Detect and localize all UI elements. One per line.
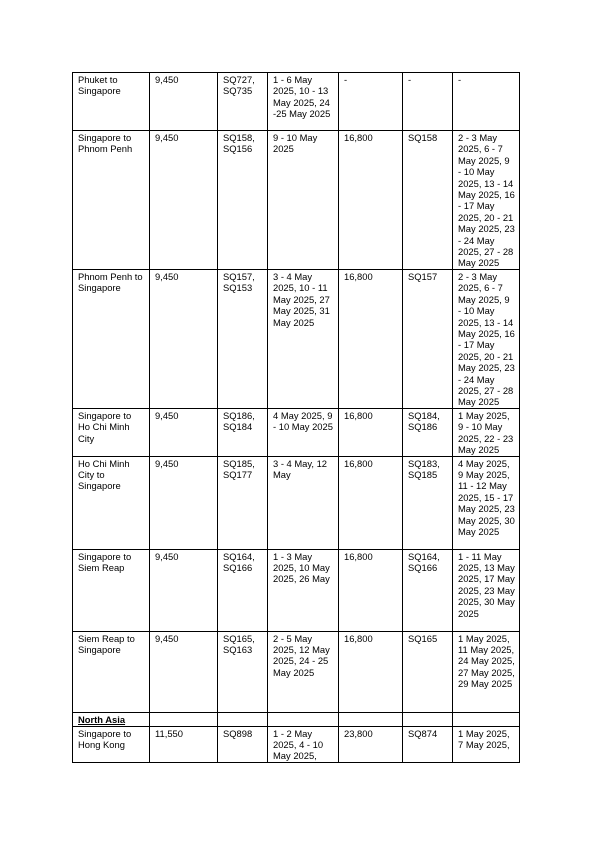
saver-dates-cell: 4 May 2025, 9 - 10 May 2025 (268, 409, 339, 457)
advantage-miles-cell: - (339, 73, 403, 131)
saver-miles-cell: 9,450 (150, 549, 218, 631)
advantage-miles-cell: 16,800 (339, 631, 403, 712)
advantage-dates-cell: 2 - 3 May 2025, 6 - 7 May 2025, 9 - 10 May 2025, 13 - 14 May 2025, 16 - 17 May 2025, 20 - 21 May 2025, 23 - 24 May 2025, 27 - 28 May 2025 (453, 131, 520, 270)
route-cell: Ho Chi Minh City to Singapore (73, 456, 150, 549)
advantage-flights-cell: SQ158 (403, 131, 453, 270)
advantage-miles-cell: 16,800 (339, 456, 403, 549)
empty-cell (339, 712, 403, 726)
saver-flights-cell: SQ165, SQ163 (218, 631, 268, 712)
saver-dates-cell: 1 - 6 May 2025, 10 - 13 May 2025, 24 -25 May 2025 (268, 73, 339, 131)
saver-flights-cell: SQ898 (218, 726, 268, 762)
advantage-flights-cell: SQ874 (403, 726, 453, 762)
advantage-miles-cell: 16,800 (339, 270, 403, 409)
empty-cell (150, 712, 218, 726)
saver-flights-cell: SQ186, SQ184 (218, 409, 268, 457)
saver-flights-cell: SQ164, SQ166 (218, 549, 268, 631)
advantage-dates-cell: 1 May 2025, 9 - 10 May 2025, 22 - 23 May 2025 (453, 409, 520, 457)
route-cell: Singapore to Siem Reap (73, 549, 150, 631)
advantage-dates-cell: - (453, 73, 520, 131)
saver-miles-cell: 9,450 (150, 270, 218, 409)
advantage-flights-cell: SQ157 (403, 270, 453, 409)
route-cell: Siem Reap to Singapore (73, 631, 150, 712)
route-cell: Singapore to Hong Kong (73, 726, 150, 762)
saver-dates-cell: 9 - 10 May 2025 (268, 131, 339, 270)
empty-cell (268, 712, 339, 726)
empty-cell (218, 712, 268, 726)
saver-dates-cell: 1 - 2 May 2025, 4 - 10 May 2025, (268, 726, 339, 762)
advantage-miles-cell: 16,800 (339, 131, 403, 270)
advantage-flights-cell: SQ184, SQ186 (403, 409, 453, 457)
section-heading-north-asia: North Asia (73, 712, 150, 726)
saver-miles-cell: 11,550 (150, 726, 218, 762)
table-row (73, 549, 520, 631)
saver-miles-cell: 9,450 (150, 73, 218, 131)
table-row (73, 131, 520, 270)
empty-cell (403, 712, 453, 726)
advantage-flights-cell: SQ165 (403, 631, 453, 712)
table-row (73, 270, 520, 409)
advantage-flights-cell: SQ164, SQ166 (403, 549, 453, 631)
advantage-miles-cell: 23,800 (339, 726, 403, 762)
advantage-dates-cell: 4 May 2025, 9 May 2025, 11 - 12 May 2025, 15 - 17 May 2025, 23 May 2025, 30 May 2025 (453, 456, 520, 549)
advantage-dates-cell: 1 May 2025, 11 May 2025, 24 May 2025, 27 May 2025, 29 May 2025 (453, 631, 520, 712)
saver-dates-cell: 1 - 3 May 2025, 10 May 2025, 26 May (268, 549, 339, 631)
saver-flights-cell: SQ158, SQ156 (218, 131, 268, 270)
route-cell: Singapore to Ho Chi Minh City (73, 409, 150, 457)
table-row (73, 631, 520, 712)
table-row (73, 73, 520, 131)
saver-flights-cell: SQ185, SQ177 (218, 456, 268, 549)
advantage-dates-cell: 1 - 11 May 2025, 13 May 2025, 17 May 2025, 23 May 2025, 30 May 2025 (453, 549, 520, 631)
section-row (73, 712, 520, 726)
table-row (73, 409, 520, 457)
saver-dates-cell: 2 - 5 May 2025, 12 May 2025, 24 - 25 May 2025 (268, 631, 339, 712)
saver-miles-cell: 9,450 (150, 456, 218, 549)
saver-miles-cell: 9,450 (150, 131, 218, 270)
advantage-flights-cell: SQ183, SQ185 (403, 456, 453, 549)
award-availability-table (72, 72, 520, 763)
advantage-miles-cell: 16,800 (339, 549, 403, 631)
saver-dates-cell: 3 - 4 May, 12 May (268, 456, 339, 549)
route-cell: Phuket to Singapore (73, 73, 150, 131)
saver-miles-cell: 9,450 (150, 631, 218, 712)
advantage-dates-cell: 2 - 3 May 2025, 6 - 7 May 2025, 9 - 10 May 2025, 13 - 14 May 2025, 16 - 17 May 2025, 20 - 21 May 2025, 23 - 24 May 2025, 27 - 28 May 2025 (453, 270, 520, 409)
advantage-miles-cell: 16,800 (339, 409, 403, 457)
saver-dates-cell: 3 - 4 May 2025, 10 - 11 May 2025, 27 May 2025, 31 May 2025 (268, 270, 339, 409)
saver-flights-cell: SQ727, SQ735 (218, 73, 268, 131)
table-row (73, 456, 520, 549)
empty-cell (453, 712, 520, 726)
route-cell: Phnom Penh to Singapore (73, 270, 150, 409)
advantage-flights-cell: - (403, 73, 453, 131)
saver-miles-cell: 9,450 (150, 409, 218, 457)
table-row (73, 726, 520, 762)
route-cell: Singapore to Phnom Penh (73, 131, 150, 270)
advantage-dates-cell: 1 May 2025, 7 May 2025, (453, 726, 520, 762)
saver-flights-cell: SQ157, SQ153 (218, 270, 268, 409)
